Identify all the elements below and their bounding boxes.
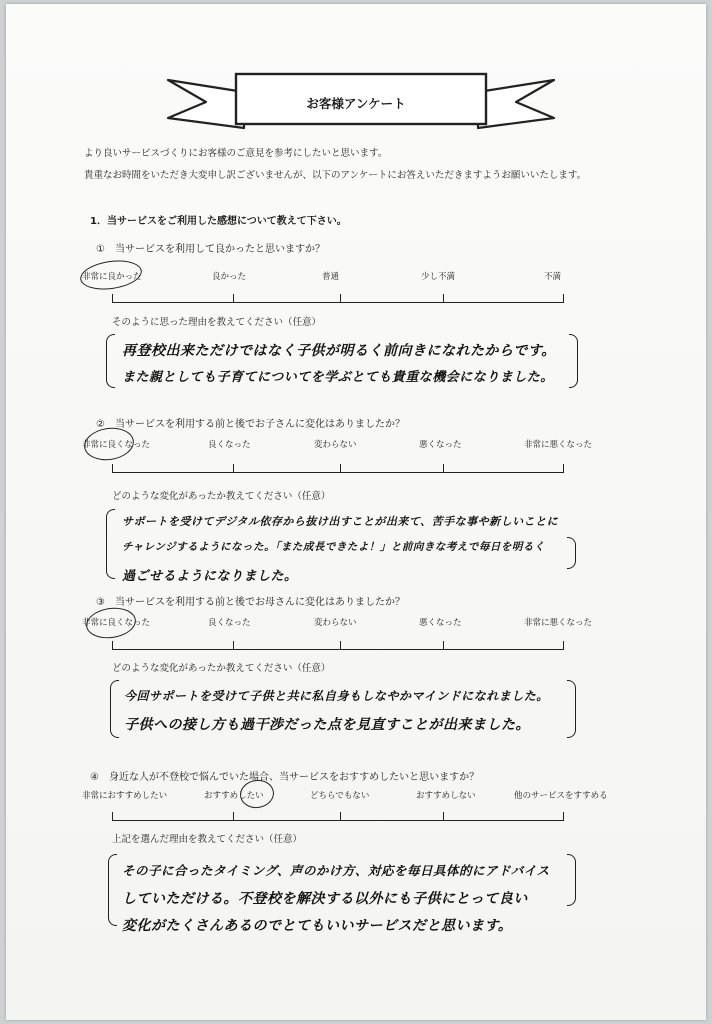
q1-selected-circle <box>78 257 143 293</box>
q4-answer-line-1: その子に合ったタイミング、声のかけ方、対応を毎日具体的にアドバイス <box>122 863 550 878</box>
q3-tick-2 <box>233 641 234 650</box>
q1-option-3[interactable]: 普通 <box>322 272 340 282</box>
q3-scale-line <box>112 649 564 650</box>
q1-tick-2 <box>233 294 234 303</box>
q4-option-3[interactable]: どちらでもない <box>310 791 370 801</box>
question-2-text: ② 当サービスを利用する前と後でお子さんに変化はありましたか？ <box>96 419 405 430</box>
q4-answer-line-3: 変化がたくさんあるのでとてもいいサービスだと思います。 <box>122 918 513 934</box>
q4-answer-bracket-right <box>567 854 576 906</box>
q2-option-2[interactable]: 良くなった <box>208 440 251 450</box>
q2-answer-line-1: サポートを受けてデジタル依存から抜け出すことが出来て、苦手な事や新しいことに <box>122 515 559 528</box>
q1-option-1[interactable]: 非常に良かった <box>82 272 142 282</box>
q4-scale-line <box>112 820 564 821</box>
q2-option-3[interactable]: 変わらない <box>314 440 357 450</box>
q3-option-4[interactable]: 悪くなった <box>419 618 462 628</box>
q3-answer-line-2: 子供への接し方も過干渉だった点を見直すことが出来ました。 <box>124 717 530 733</box>
q4-option-5[interactable]: 他のサービスをすすめる <box>514 791 608 801</box>
q2-option-1[interactable]: 非常に良くなった <box>82 440 151 450</box>
q1-option-4[interactable]: 少し不満 <box>421 272 456 282</box>
q3-answer-bracket-left <box>110 680 119 738</box>
q2-option-4[interactable]: 悪くなった <box>419 440 462 450</box>
survey-sheet <box>6 4 706 1020</box>
q4-option-4[interactable]: おすすめしない <box>416 791 476 801</box>
q3-selected-circle <box>84 605 138 642</box>
q1-reason-label: そのように思った理由を教えてください（任意） <box>112 317 322 328</box>
q4-tick-2 <box>233 812 234 821</box>
section-heading: 1．当サービスをご利用した感想について教えて下さい。 <box>90 216 347 227</box>
q1-answer-bracket-right <box>569 334 578 388</box>
q4-answer-bracket-left <box>108 854 117 926</box>
q1-answer-line-1: 再登校出来ただけではなく子供が明るく前向きになれたからです。 <box>122 343 556 359</box>
q2-answer-line-3: 過ごせるようになりました。 <box>122 569 298 584</box>
q4-tick-1 <box>112 812 113 821</box>
intro-line-2: 貴重なお時間をいただき大変申し訳ございませんが、以下のアンケートにお答えいただきますようお願いいたします。 <box>84 170 587 181</box>
intro-line-1: より良いサービスづくりにお客様のご意見を参考にしたいと思います。 <box>84 148 388 159</box>
q1-tick-1 <box>112 294 113 303</box>
q4-reason-label: 上記を選んだ理由を教えてください（任意） <box>112 834 303 845</box>
q3-answer-bracket-right <box>567 680 576 738</box>
q3-tick-5 <box>563 641 564 650</box>
q2-answer-bracket-right <box>567 537 576 569</box>
q1-option-2[interactable]: 良かった <box>212 272 247 282</box>
q2-option-5[interactable]: 非常に悪くなった <box>524 440 593 450</box>
q2-scale-line <box>112 472 564 473</box>
q2-reason-label: どのような変化があったか教えてください（任意） <box>112 491 331 502</box>
q4-tick-3 <box>340 812 341 821</box>
q3-answer-line-1: 今回サポートを受けて子供と共に私自身もしなやかマインドになれました。 <box>124 689 549 703</box>
q2-tick-2 <box>233 464 234 473</box>
q2-tick-5 <box>563 464 564 473</box>
q3-option-3[interactable]: 変わらない <box>314 618 357 628</box>
q2-tick-4 <box>443 464 444 473</box>
q3-tick-3 <box>340 641 341 650</box>
q2-tick-1 <box>112 464 113 473</box>
q3-option-1[interactable]: 非常に良くなった <box>82 618 151 628</box>
question-4-text: ④ 身近な人が不登校で悩んでいた場合、当サービスをおすすめしたいと思いますか？ <box>90 772 480 783</box>
q4-option-2[interactable]: おすすめしたい <box>204 791 264 801</box>
q3-tick-1 <box>112 641 113 650</box>
q1-scale-line <box>112 302 564 303</box>
q4-tick-5 <box>563 812 564 821</box>
question-1-text: ① 当サービスを利用して良かったと思いますか？ <box>96 244 325 255</box>
q2-tick-3 <box>340 464 341 473</box>
q1-tick-3 <box>340 294 341 303</box>
q2-selected-circle <box>82 425 136 464</box>
q4-tick-4 <box>443 812 444 821</box>
q4-option-1[interactable]: 非常におすすめしたい <box>82 791 168 801</box>
q2-answer-bracket-left <box>106 509 115 579</box>
question-3-text: ③ 当サービスを利用する前と後でお母さんに変化はありましたか？ <box>96 597 405 608</box>
q1-tick-4 <box>443 294 444 303</box>
q2-answer-line-2: チャレンジするようになった。「また成長できたよ！」と前向きな考えで毎日を明るく <box>122 541 545 553</box>
q3-tick-4 <box>443 641 444 650</box>
q3-reason-label: どのような変化があったか教えてください（任意） <box>112 663 331 674</box>
q1-option-5[interactable]: 不満 <box>544 272 562 282</box>
survey-title: お客様アンケート <box>306 96 406 111</box>
q1-answer-line-2: また親としても子育てについてを学ぶとても貴重な機会になりました。 <box>122 370 554 385</box>
q1-tick-5 <box>563 294 564 303</box>
q3-option-2[interactable]: 良くなった <box>208 618 251 628</box>
q4-answer-line-2: していただける。不登校を解決する以外にも子供にとって良い <box>122 891 528 907</box>
q3-option-5[interactable]: 非常に悪くなった <box>524 618 593 628</box>
q1-answer-bracket-left <box>106 334 115 388</box>
